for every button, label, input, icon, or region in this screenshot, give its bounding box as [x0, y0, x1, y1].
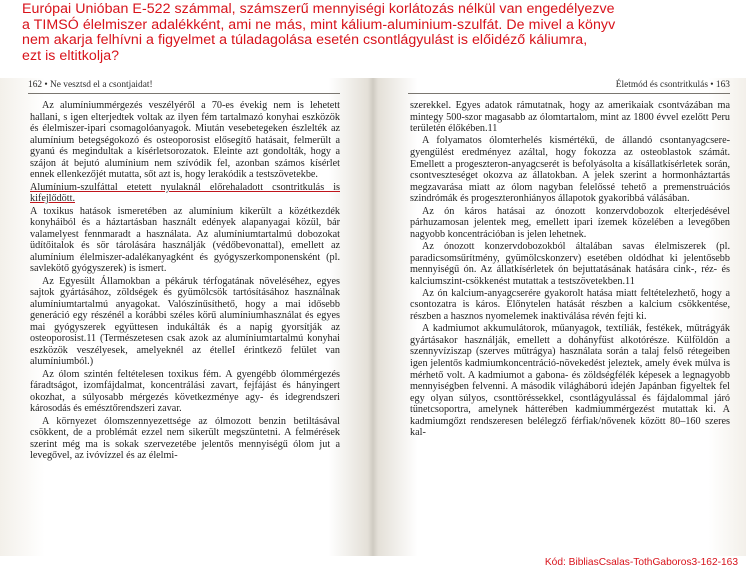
source-code-credit: Kód: BibliasCsalas-TothGaboros3-162-163: [544, 557, 738, 568]
left-running-head-text: 162 • Ne vesztsd el a csontjaidat!: [28, 80, 153, 90]
paragraph: A folyamatos ólomterhelés kismértékű, de állandó csontanyagcsere-gyengülést eredményez azáltal, hogy fokozza az osteoblastok számát. Emellett a progeszteron-anyagcserét is befolyásolta a kísállatkísérletek során, csontveszteséget okozva az állatokban. A jelek szerint a hormonháztartás megzavarása miatt az ólom nagyban felelőssé tehető a premenstruációs szindrómák és progeszteronhiányos állapotok gyakoribbá válásában.: [410, 135, 730, 205]
left-running-head: [28, 78, 340, 94]
paragraph: Az Egyesült Államokban a pékáruk térfogatának növeléséhez, egyes sajtok gyártásához, zöldségek és gyümölcsök tartósításához használnak alumíniumtartalmú anyagokat. Valószínűsíthető, hogy a mai idősebb generáció egy részénél a korábbi széles körű alumíniumhasználat és egyes mai gyógyszerek együttesen indukálták és a napig gyorsítják az osteoporosist.11 (Természetesen csak azok az alumíniumtartalmú konyhai eszközök veszélyesek, amelyeknél az ételleI érintkező felület van alumíniumból.): [30, 275, 340, 368]
banner-line: Európai Unióban E-522 számmal, számszerű mennyiségi korlátozás nélkül van engedélyezve: [22, 1, 615, 17]
banner-line: nem akarja felhívni a figyelmet a túladagolása esetén csontlágyulást is előidéző káliumra,: [22, 32, 588, 49]
banner-line: ezt is eltitkolja?: [22, 47, 120, 64]
book-spread: [0, 78, 746, 556]
right-running-head: [408, 78, 730, 94]
right-page: [408, 78, 730, 556]
right-body-text: [410, 100, 730, 440]
right-running-head-text: Életmód és csontritkulás • 163: [615, 80, 730, 90]
paragraph: Az ón káros hatásai az ónozott konzervdobozok elterjedésével párhuzamosan jelentek meg, emellett ipari ízemek közelében a levegőben nagyobb koncentrációban is jelen lehetnek.: [410, 205, 730, 240]
paragraph: A kadmiumot akkumulátorok, műanyagok, textíliák, festékek, műtrágyák gyártásakor használják, emellett a dohányfüst alkotórésze. Külföldön a szennyvíziszap (szerves műtrágya) használata során a talaj felső rétegeiben igen jelentős kadmiumkoncentráció-növekedést jeleztek, amely évek múlva is mérhető volt. A kadmiumot a gabona- és zöldségfélék képesek a legnagyobb mennyiségben felvenni. A második világháború idején Japánban figyeltek fel egy olyan súlyos, csonttöréssekkel, csontlágyulással és fájdalommal járó tünetcsoportra, amelynek hátterében kadmiummérgezést mutattak ki. A kadmiumgőzt rendszeresen belélegző férfiak/nővenek között 80–160 szeres kal-: [410, 323, 730, 439]
left-body-text: [30, 100, 340, 463]
paragraph: Az alumíniummérgezés veszélyéről a 70-es évekig nem is lehetett hallani, s igen elterjedtek voltak az ilyen fém tartalmazó konyhai eszközök és élelmiszer-ipari csomagolóanyagok. Miután vesebetegeken észlelték az alumínium betegségokozó és osteoporosist elősegítő hatásait, felmerült a gyanú és megindultak a kísérletsorozatok. Eleinte azt gondolták, hogy a szájon át bejutó alumínium nem szívódik fel, azonban számos kísérlet ennek ellenkezőjét mutatta, sőt azt is, hogy lerakódik a testszövetekbe.: [30, 100, 340, 181]
paragraph: szerekkel. Egyes adatok rámutatnak, hogy az amerikaiak csontvázában ma mintegy 500-szor magasabb az ólomtartalom, mint az 1800 évvel ezelőtt Peru területén élőkében.11: [410, 100, 730, 135]
paragraph: Az ólom szintén feltételesen toxikus fém. A gyengébb ólommérgezés fáradtságot, izomfájdalmat, koncentrálási zavart, fejfájást és hányingert okozhat, a súlyosabb mérgezés következménye agy- és idegrendszeri károsodás és emésztőrendszeri zavar.: [30, 368, 340, 415]
left-page: [28, 78, 340, 556]
paragraph: Az ónozott konzervdobozokból általában savas élelmiszerek (pl. paradicsomsűrítmény, gyümölcskonzerv) esetében oldódhat ki jelentősebb mennyiségű ón. Az állatkísérletek ón bejuttatásának hatására cink-, réz- és kalciumszint-csökkenést mutattak a testszövetekben.11: [410, 240, 730, 287]
highlighted-sentence: Alumínium-szulfáttal etetett nyulaknál előrehaladott csontritkulás is kifejlődött.: [30, 181, 340, 205]
annotation-banner: [0, 0, 746, 78]
paragraph: Az ón kalcium-anyagcserére gyakorolt hatása miatt feltételezhető, hogy a csontozatra is káros. Előnytelen hatását részben a kalcium csökkentése, részben a hasznos nyomelemek inaktiválása révén fejti ki.: [410, 287, 730, 323]
paragraph: A környezet ólomszennyezettsége az ólmozott benzin betiltásával csökkent, de a problémát ezzel nem sikerült megszüntetni. A felmérések szerint még ma is sokak szervezetébe jelentős mennyiségű ólom jut a levegővel, az ivóvízzel és az élelmi-: [30, 415, 340, 462]
paragraph: A toxikus hatások ismeretében az alumínium kikerült a közétkezdék konyháiból és a háztartásban használt edények alapanyagai közül, bár valamelyest fennmaradt a használata. Az alumíniumtartalmú dobozokat üdítőitalok és sör tárolására használják (védőbevonattal), emellett az alumínium élelmiszer-adalékanyagként és gyógyszerkomponensként (pl. savlekötő gyógyszerek) is ismert.: [30, 205, 340, 275]
banner-line: a TIMSÓ élelmiszer adalékként, ami ne más, mint kálium-aluminium-szulfát. De mivel a könyv: [22, 16, 616, 33]
